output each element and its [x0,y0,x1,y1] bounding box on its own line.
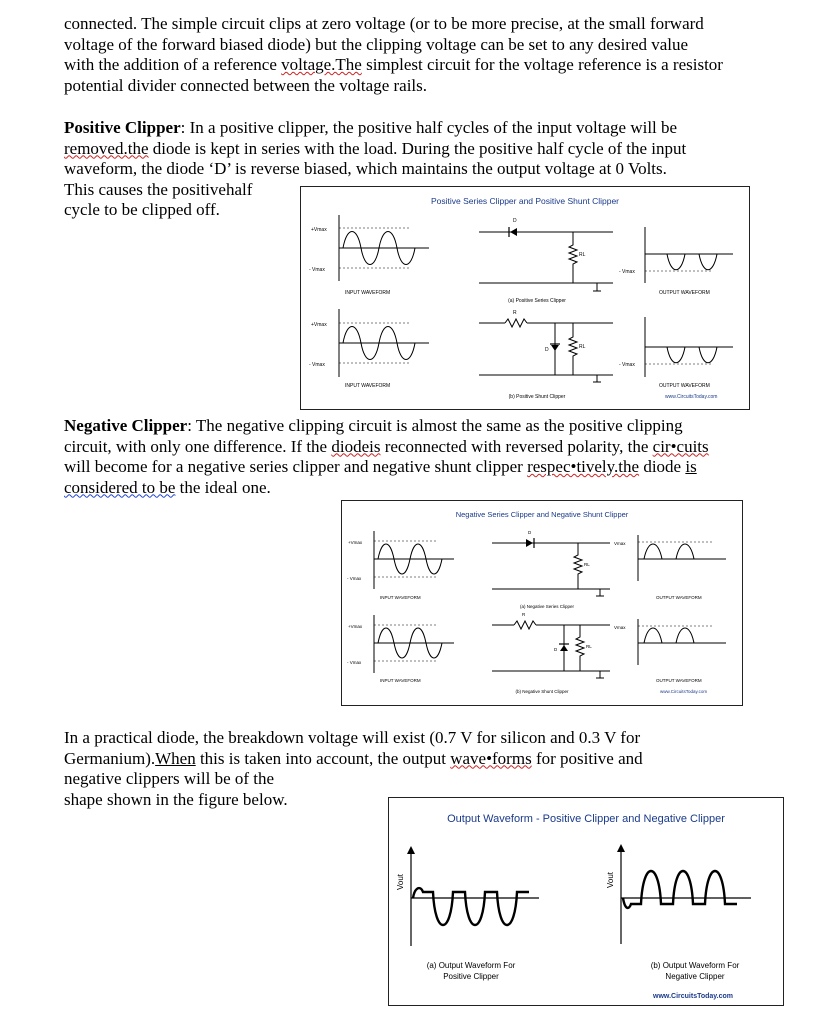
intro-line-4: potential divider connected between the voltage rails. [64,75,428,95]
text-span: this is taken into account, the output [195,748,451,768]
output-waveform-label: OUTPUT WAVEFORM [659,383,710,389]
positive-line-1 [64,118,686,139]
vmax-neg-label: - Vmax [347,660,362,665]
website-credit: www.CircuitsToday.com [660,689,708,694]
negative-clipper-heading: Negative Clipper [64,416,188,435]
text-span: simplest circuit for the voltage reference is a resistor [361,55,723,74]
negative-clipper-output-waveform [606,844,751,1000]
load-resistor-label: RL [586,644,592,649]
positive-line-4: This causes the positivehalf [64,179,253,199]
text-span: : In a positive clipper, the positive half cycles of the input voltage will be [180,118,678,137]
output-waveform-b [619,317,733,400]
text-span: reconnected with reversed polarity, the [380,436,653,456]
input-waveform-a [347,531,454,600]
figure-title: Negative Series Clipper and Negative Shunt Clipper [455,510,629,519]
input-waveform-a [309,215,429,296]
figure-title: Output Waveform - Positive Clipper and Negative Clipper [447,813,725,825]
vmax-out-label: - Vmax [619,362,635,368]
text-span: diode [639,457,686,476]
vmax-out-label: - Vmax [619,269,635,275]
vmax-out-label: Vmax [614,625,626,630]
positive-clipper-figure [300,186,750,410]
text-span: diode is kept in series with the load. During the positive half cycle of the input [148,138,687,158]
negative-line-2 [64,437,709,458]
caption-shunt: (b) Positive Shunt Clipper [508,394,566,400]
text-span: : The negative clipping circuit is almost the same as the positive clipping [187,416,683,435]
shunt-clipper-circuit [479,310,613,400]
output-waveform-a [619,227,733,296]
intro-line-3 [64,55,723,76]
diode-label: D [513,218,517,224]
website-credit: www.CircuitsToday.com [665,394,718,400]
practical-line-4: shape shown in the figure below. [64,789,288,809]
vmax-neg-label: - Vmax [347,576,362,581]
input-waveform-label: INPUT WAVEFORM [380,595,421,600]
output-waveform-a [614,535,726,600]
text-span: for positive and [531,748,643,768]
caption-series: (a) Negative Series Clipper [519,604,575,609]
text-span: circuit, with only one difference. If the [64,436,332,456]
practical-line-3: negative clippers will be of the [64,769,275,788]
vmax-neg-label: - Vmax [309,267,325,273]
spellcheck-word: removed.the [64,138,149,158]
shunt-clipper-circuit [492,612,610,694]
caption-positive-2: Positive Clipper [443,972,499,981]
website-credit: www.CircuitsToday.com [653,993,733,1000]
series-clipper-circuit [479,218,613,304]
vmax-pos-label: +Vmax [311,322,327,328]
text-span: with the addition of a reference [64,55,282,74]
diode-label: D [545,347,549,353]
intro-line-2: voltage of the forward biased diode) but the clipping voltage can be set to any desired value [64,34,689,54]
negative-clipper-figure [341,500,743,706]
vmax-pos-label: +Vmax [311,227,327,233]
negative-line-4 [64,478,709,499]
spellcheck-word: cir•cuits [652,436,709,456]
negative-line-3 [64,457,709,478]
series-clipper-circuit [492,530,610,609]
spellcheck-word: voltage.The [281,55,362,74]
caption-positive-1: (a) Output Waveform For [426,961,516,970]
vout-axis-label: Vout [606,871,615,888]
positive-clipper-heading: Positive Clipper [64,118,181,137]
caption-negative-1: (b) Output Waveform For [650,961,740,970]
input-waveform-label: INPUT WAVEFORM [345,383,391,389]
input-waveform-label: INPUT WAVEFORM [380,678,421,683]
intro-paragraph [64,14,723,96]
caption-shunt: (b) Negative Shunt Clipper [515,689,569,694]
spellcheck-word: diodeis [331,436,381,456]
vmax-neg-label: - Vmax [309,362,325,368]
load-resistor-label: RL [584,562,590,567]
input-waveform-b [309,309,429,389]
input-waveform-b [347,615,454,683]
grammar-word: When [155,748,196,768]
practical-line-1: In a practical diode, the breakdown voltage will exist (0.7 V for silicon and 0.3 V for [64,728,641,747]
vmax-out-label: Vmax [614,541,626,546]
positive-line-2 [64,139,686,160]
spellcheck-word: respec•tively.the [527,457,640,476]
spellcheck-word: wave•forms [450,748,532,768]
output-waveform-b [614,619,726,694]
text-span: Germanium). [64,748,156,768]
output-waveform-label: OUTPUT WAVEFORM [656,595,702,600]
caption-negative-2: Negative Clipper [665,972,725,981]
diode-label: D [528,530,532,535]
text-span: will become for a negative series clipper and negative shunt clipper [64,457,528,476]
figure-title: Positive Series Clipper and Positive Shunt Clipper [430,196,620,206]
positive-line-5: cycle to be clipped off. [64,200,220,219]
positive-line-3: waveform, the diode ‘D’ is reverse biased, which maintains the output voltage at 0 Volts. [64,159,667,178]
diode-label: D [554,647,558,652]
output-waveform-label: OUTPUT WAVEFORM [659,290,710,296]
vmax-pos-label: +Vmax [348,624,363,629]
positive-clipper-output-waveform [396,846,539,981]
vout-axis-label: Vout [396,873,405,890]
load-resistor-label: RL [579,344,586,350]
intro-line-1: connected. The simple circuit clips at zero voltage (or to be more precise, at the small forward [64,14,704,33]
grammar-word: is [685,457,697,476]
load-resistor-label: RL [579,252,586,258]
resistor-label: R [513,310,517,316]
practical-line-2 [64,749,643,770]
output-waveform-figure [388,797,784,1006]
text-span: the ideal one. [175,477,271,497]
caption-series: (a) Positive Series Clipper [508,298,566,304]
grammar-phrase: considered to be [64,477,176,497]
input-waveform-label: INPUT WAVEFORM [345,290,391,296]
output-waveform-label: OUTPUT WAVEFORM [656,678,702,683]
negative-line-1 [64,416,709,437]
vmax-pos-label: +Vmax [348,540,363,545]
negative-clipper-paragraph [64,416,709,498]
resistor-label: R [522,612,526,617]
